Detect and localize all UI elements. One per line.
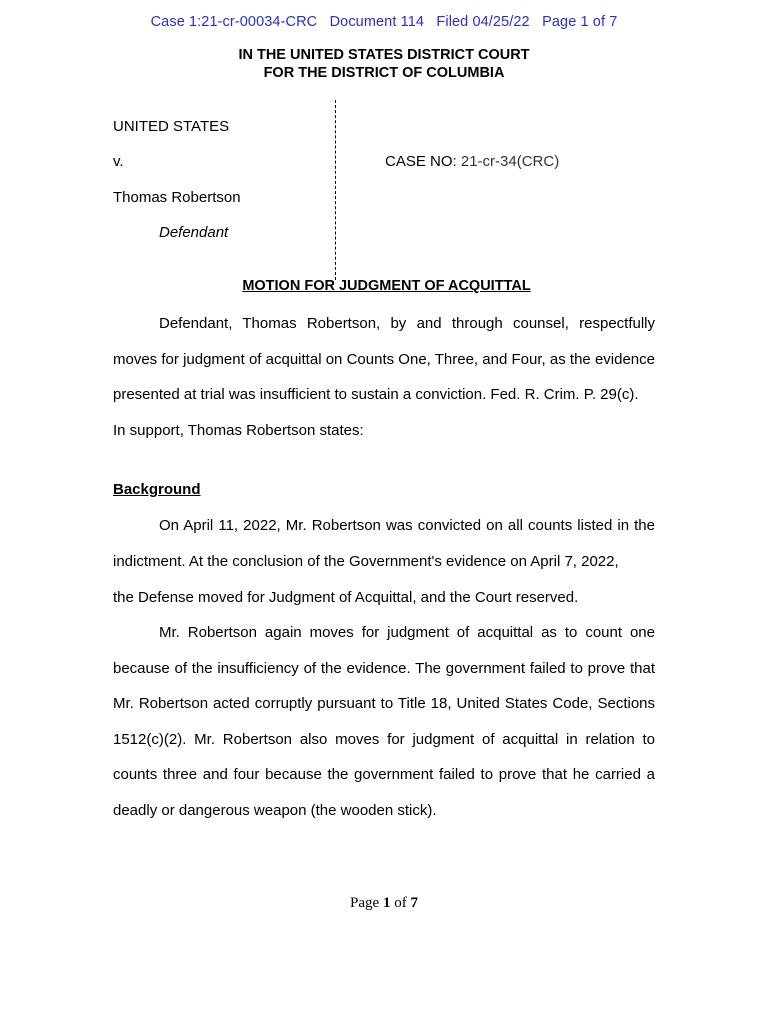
motion-title: MOTION FOR JUDGMENT OF ACQUITTAL [242,278,531,294]
caption-plaintiff: UNITED STATES [113,118,230,135]
ecf-header-stamp: Case 1:21-cr-00034-CRC Document 114 Filed 04/25/22 Page 1 of 7 [150,14,618,30]
page-footer [0,895,768,912]
background-paragraph-1-last-line: the Defense moved for Judgment of Acquittal, and the Court reserved. [113,589,579,606]
footer-page-total: 7 [410,895,418,911]
caption-divider [335,100,336,280]
background-heading: Background [113,481,201,498]
footer-of-word: of [394,895,407,911]
background-paragraph-1: On April 11, 2022, Mr. Robertson was convicted on all counts listed in the indictment. At the conclusion of the Government's evidence on April 7, 2022, [113,517,655,570]
background-paragraph-2: Mr. Robertson again moves for judgment of acquittal as to count one because of the insufficiency of the evidence. The government failed to prove that Mr. Robertson acted corruptly pursuant to Title 18, United States Code, Sections 1512(c)(2). Mr. Robertson also moves for judgment of acquittal in relation to counts three and four because the government failed to prove that he carried a deadly or dangerous weapon (the wooden stick). [113,624,655,819]
court-name-line1: IN THE UNITED STATES DISTRICT COURT [238,47,530,63]
case-number-label: CASE NO: [385,153,457,170]
intro-paragraph-last-line: In support, Thomas Robertson states: [113,422,364,439]
footer-page-current: 1 [382,895,391,911]
footer-page-word: Page [350,895,380,911]
court-name-line2: FOR THE DISTRICT OF COLUMBIA [263,65,505,81]
case-number-value: 21-cr-34(CRC) [460,153,560,170]
caption-versus: v. [113,153,124,170]
intro-paragraph: Defendant, Thomas Robertson, by and through counsel, respectfully moves for judgment of acquittal on Counts One, Three, and Four, as the evidence presented at trial was insufficient to sustain a conviction. Fed. R. Crim. P. 29(c). [113,315,655,404]
case-number [385,153,559,170]
caption-defendant-name: Thomas Robertson [113,189,241,206]
caption-defendant-role: Defendant [159,224,229,241]
